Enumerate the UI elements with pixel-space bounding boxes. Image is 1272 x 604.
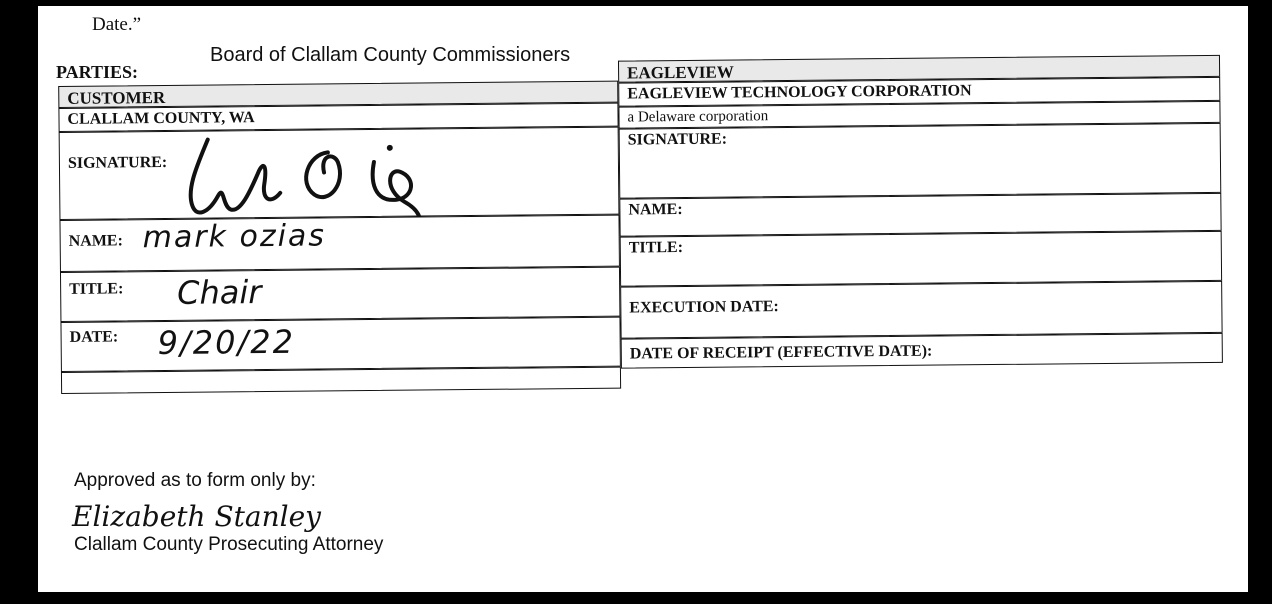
attorney-signature-image [68, 494, 368, 538]
eagleview-execution-date-label: EXECUTION DATE: [629, 298, 779, 317]
eagleview-receipt-date-label: DATE OF RECEIPT (EFFECTIVE DATE): [629, 342, 933, 363]
customer-title-row [60, 267, 620, 322]
customer-empty-row [61, 367, 621, 394]
attorney-signature-text: Elizabeth Stanley [72, 500, 321, 533]
customer-name-label: NAME: [68, 232, 123, 250]
customer-signature-image [178, 131, 439, 225]
parties-label: PARTIES: [56, 62, 139, 82]
customer-handwritten-title: Chair [177, 273, 262, 312]
eagleview-title-label: TITLE: [628, 239, 684, 257]
customer-title-label: TITLE: [69, 280, 124, 298]
eagleview-execution-date-cell [620, 281, 1222, 339]
board-heading: Board of Clallam County Commissioners [210, 44, 571, 66]
eagleview-receipt-date-cell [621, 333, 1223, 369]
eagleview-signature-cell [619, 123, 1222, 199]
preceding-text-fragment: Date.” [92, 14, 142, 35]
customer-date-label: DATE: [69, 328, 119, 346]
approval-label: Approved as to form only by: [74, 470, 316, 491]
document-page [38, 6, 1248, 592]
eagleview-name-cell [619, 193, 1221, 237]
prosecutor-role: Clallam County Prosecuting Attorney [74, 534, 384, 555]
customer-date-row [60, 317, 620, 372]
customer-signature-cell [59, 127, 620, 220]
eagleview-company-type: a Delaware corporation [627, 108, 769, 126]
eagleview-name-label: NAME: [628, 201, 683, 219]
eagleview-company: EAGLEVIEW TECHNOLOGY CORPORATION [627, 82, 972, 103]
customer-handwritten-name: mark ozias [142, 218, 327, 256]
customer-name-row [59, 215, 619, 272]
parties-table [58, 55, 1223, 396]
customer-signature-label: SIGNATURE: [67, 153, 168, 172]
customer-handwritten-date: 9/20/22 [157, 322, 296, 363]
eagleview-signature-label: SIGNATURE: [627, 130, 728, 149]
eagleview-column [618, 55, 1220, 363]
eagleview-title-cell [620, 231, 1222, 287]
customer-header: CUSTOMER [67, 87, 166, 108]
eagleview-header: EAGLEVIEW [627, 62, 734, 83]
customer-name: CLALLAM COUNTY, WA [67, 109, 255, 128]
